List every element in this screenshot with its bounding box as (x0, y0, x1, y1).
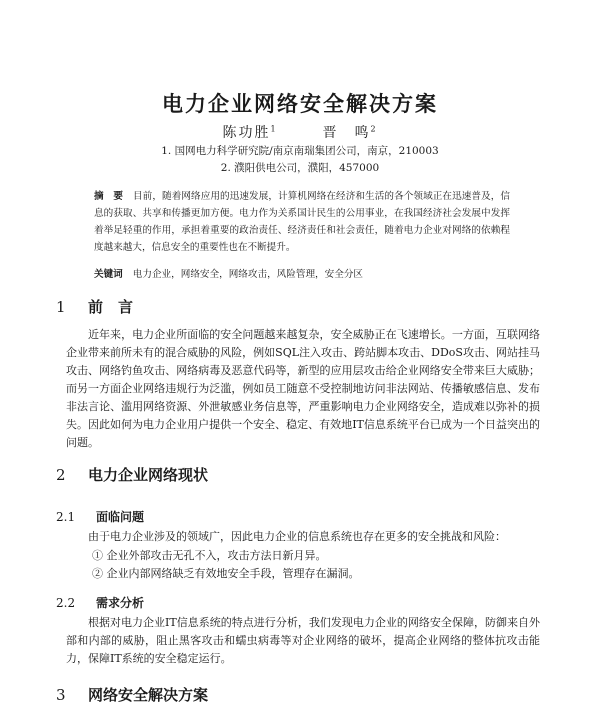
author-name: 陈功胜 (222, 125, 271, 141)
body-paragraph: 由于电力企业涉及的领域广，因此电力企业的信息系统也存在更多的安全挑战和风险： (88, 530, 506, 543)
affiliation-1: 1. 国网电力科学研究院/南京南瑞集团公司，南京，210003 (161, 145, 439, 157)
list-item: ② 企业内部网络缺乏有效地安全手段，管理存在漏洞。 (92, 567, 360, 580)
keywords-text: 电力企业，网络安全，网络攻击，风险管理，安全分区 (132, 269, 364, 280)
numbered-list (92, 547, 542, 583)
author-name: 晋 鸣 (322, 125, 371, 141)
author-affil-mark: 2 (370, 124, 378, 134)
subsection-heading (56, 508, 144, 525)
section-number: 2 (56, 466, 66, 484)
subsection-number: 2.2 (56, 596, 76, 610)
section-heading (56, 296, 133, 317)
abstract-text: 目前，随着网络应用的迅速发展，计算机网络在经济和生活的各个领域正在迅速普及，信息的获取、共享和传播更加方便。电力作为关系国计民生的公用事业，在我国经济社会发展中发挥着举足轻重的作用，承担着重要的政治责任、经济责任和社会责任，随着电力企业对网络的依赖程度越来越大，信息安全的重要性也在不断提升。 (94, 191, 511, 253)
keywords-label: 关键词 (94, 269, 123, 280)
keywords (94, 266, 510, 280)
section-title: 电力企业网络现状 (88, 466, 209, 484)
author-affil-mark: 1 (270, 124, 278, 134)
body-paragraph: 根据对电力企业IT信息系统的特点进行分析，我们发现电力企业的网络安全保障，防御来自外部和内部的威胁，阻止黑客攻击和蠕虫病毒等对企业网络的破坏，提高企业网络的整体抗攻击能力，保障IT系统的安全稳定运行。 (66, 616, 540, 665)
affiliation-2: 2. 濮阳供电公司，濮阳，457000 (220, 162, 380, 174)
section-heading (56, 684, 208, 705)
subsection-heading (56, 594, 144, 611)
body-paragraph: 近年来，电力企业所面临的安全问题越来越复杂，安全威胁正在飞速增长。一方面，互联网络企业带来前所未有的混合威胁的风险，例如SQL注入攻击、跨站脚本攻击、DDoS攻击、网站挂马攻击、网络钓鱼攻击、网络病毒及恶意代码等，新型的应用层攻击给企业网络安全带来巨大威胁；而另一方面企业网络违规行为泛滥，例如员工随意不受控制地访问非法网站、传播敏感信息、发布非法言论、滥用网络资源、外泄敏感业务信息等，严重影响电力企业网络安全，造成难以弥补的损失。因此如何为电力企业用户提供一个安全、稳定、有效地IT信息系统平台已成为一个日益突出的问题。 (66, 328, 540, 449)
section-number: 1 (56, 298, 66, 316)
abstract-label: 摘 要 (94, 191, 124, 202)
subsection-title: 面临问题 (96, 510, 145, 524)
section-title: 网络安全解决方案 (88, 686, 209, 704)
subsection-number: 2.1 (56, 510, 76, 524)
list-item: ① 企业外部攻击无孔不入，攻击方法日新月异。 (92, 549, 327, 562)
paper-title: 电力企业网络安全解决方案 (162, 92, 438, 116)
abstract (94, 188, 510, 256)
section-number: 3 (56, 686, 66, 704)
section-heading (56, 464, 208, 485)
subsection-title: 需求分析 (96, 596, 145, 610)
author-line (0, 122, 600, 142)
section-title: 前 言 (88, 298, 134, 316)
